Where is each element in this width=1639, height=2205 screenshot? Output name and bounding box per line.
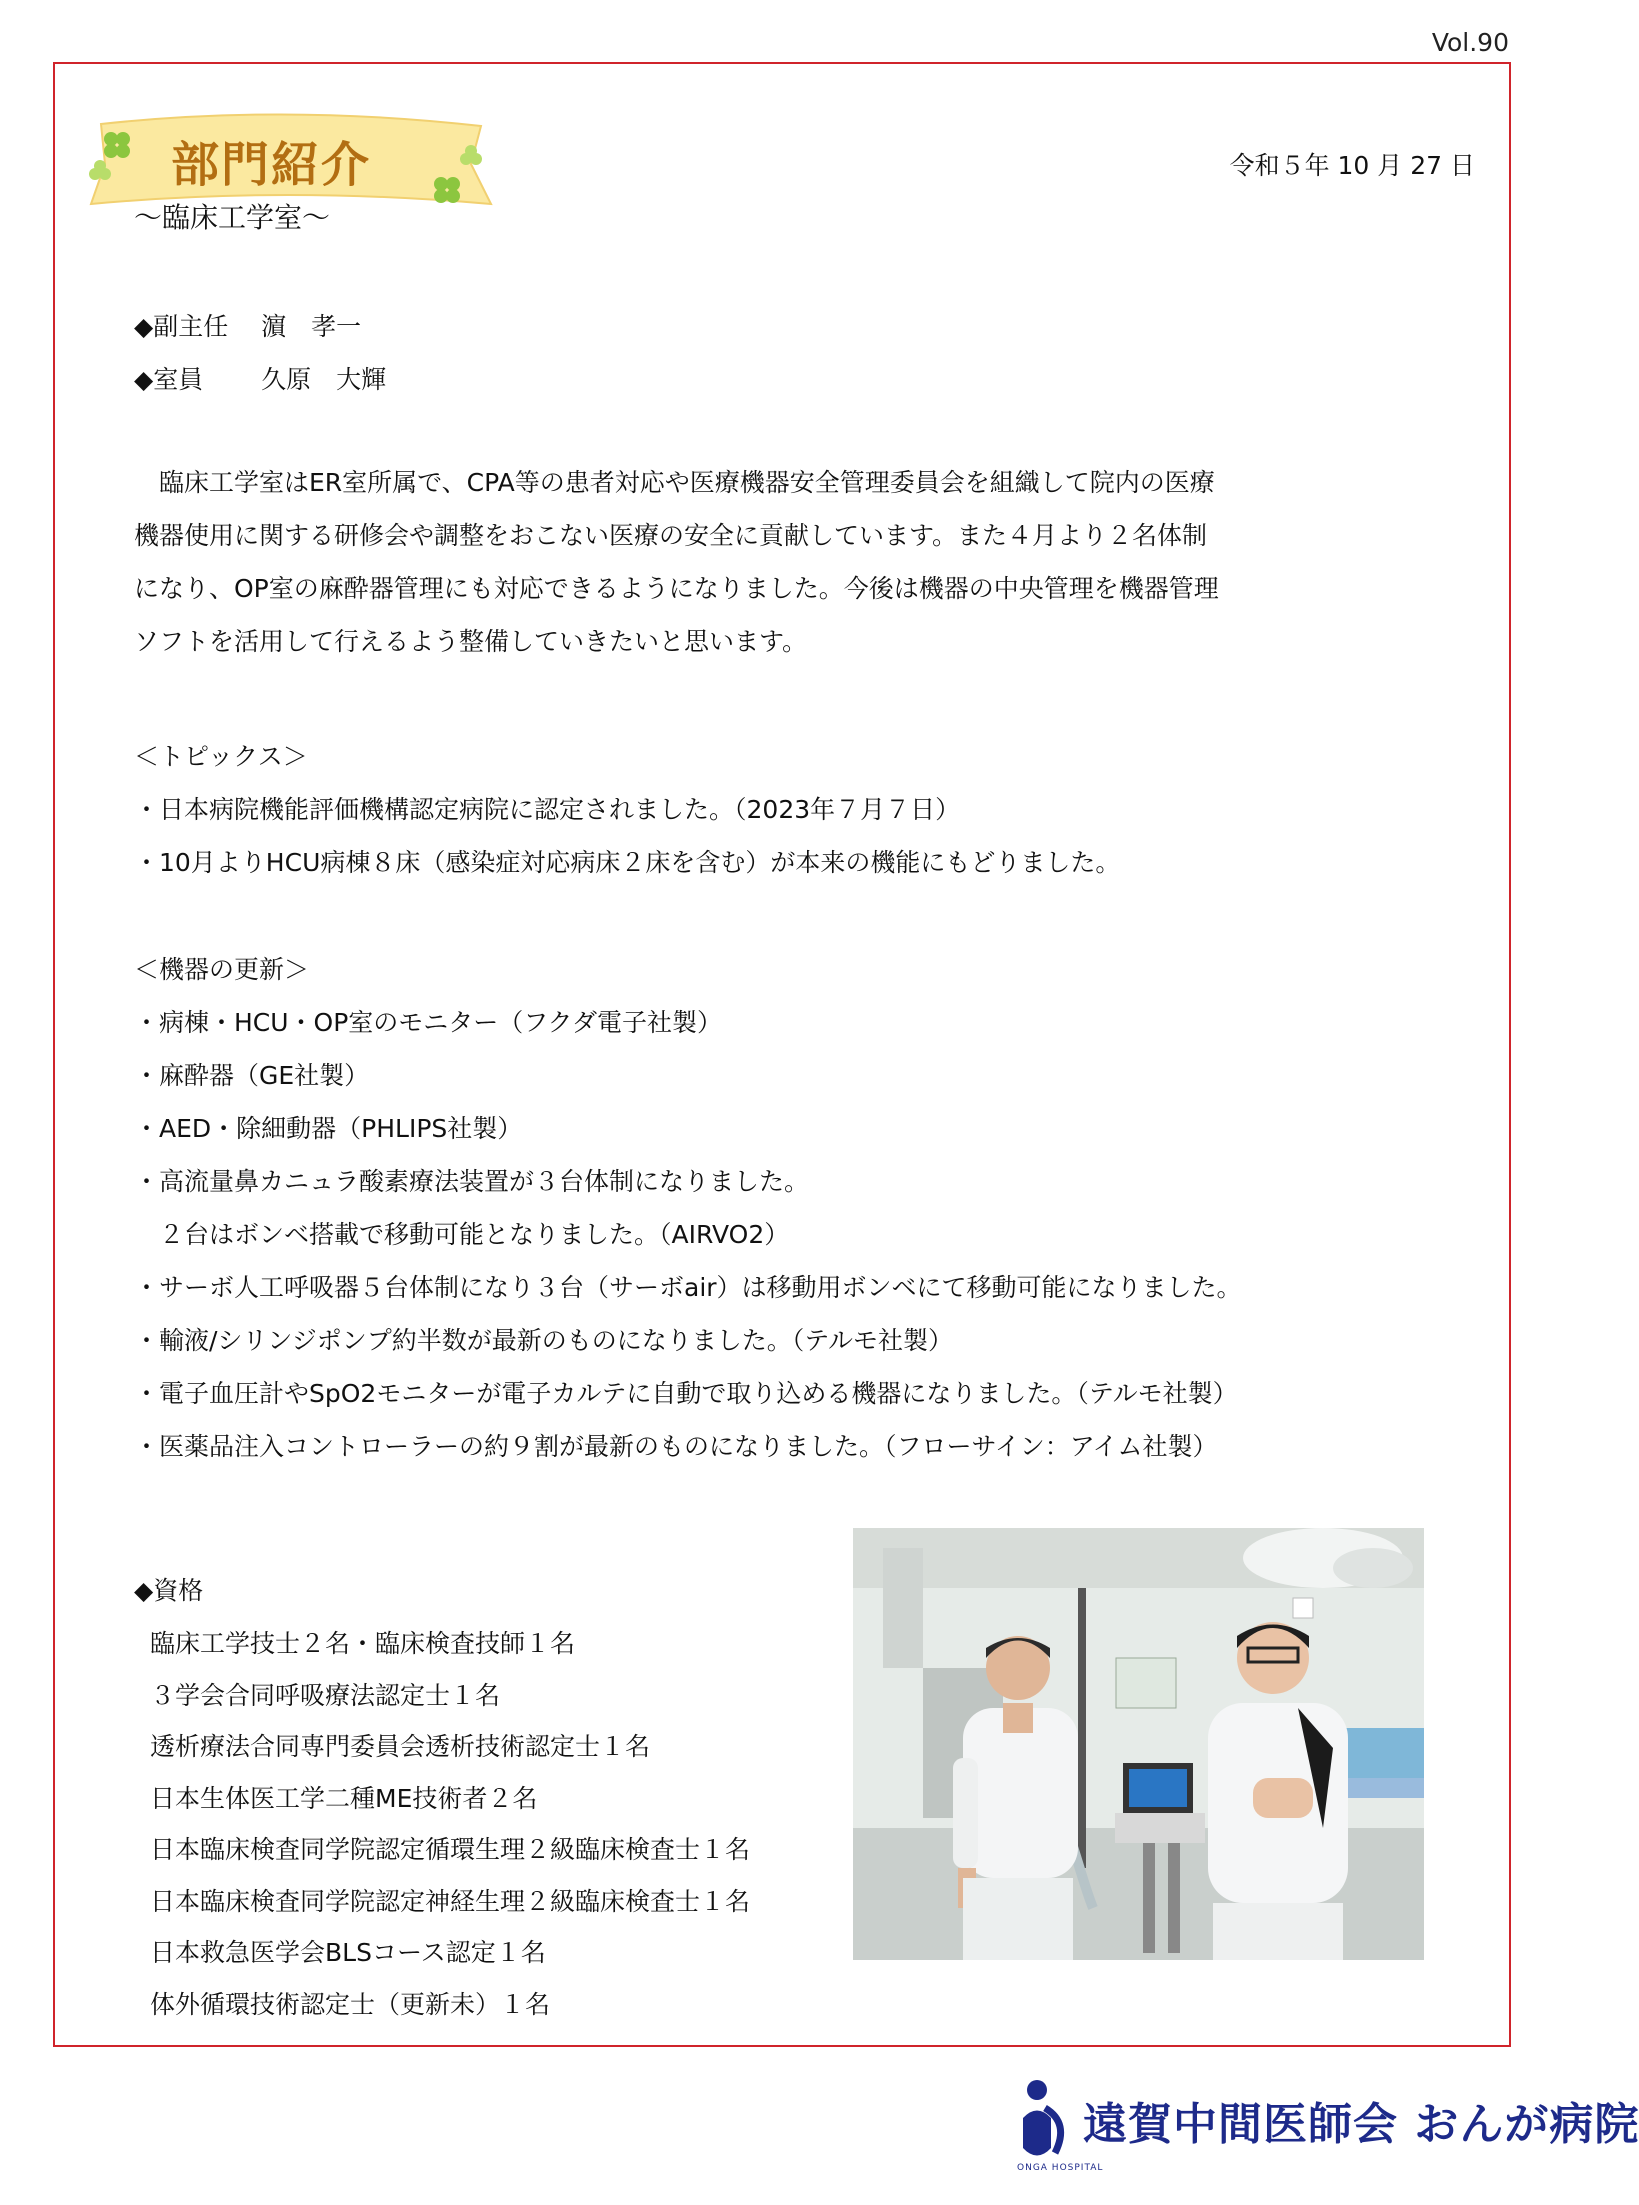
banner-title: 部門紹介	[171, 137, 372, 193]
section-title: ～臨床工学室～	[134, 201, 331, 234]
issue-date: 令和５年 10 月 27 日	[1229, 151, 1475, 180]
qualification-item: 日本臨床検査同学院認定循環生理２級臨床検査士１名	[150, 1835, 751, 1864]
equipment-item: ・麻酔器（GE社製）	[134, 1061, 370, 1090]
equipment-heading: ＜機器の更新＞	[134, 955, 310, 984]
equipment-section	[134, 943, 1242, 1473]
topic-item: ・日本病院機能評価機構認定病院に認定されました。（2023年７月７日）	[134, 795, 961, 824]
staff-row: ◆副主任 濵 孝一	[134, 312, 362, 341]
staff-list	[134, 300, 386, 406]
qualification-item: 臨床工学技士２名・臨床検査技師１名	[150, 1629, 576, 1658]
intro-line: 機器使用に関する研修会や調整をおこない医療の安全に貢献しています。また４月より２名体制	[134, 521, 1208, 550]
equipment-item: ・病棟・HCU・OP室のモニター（フクダ電子社製）	[134, 1008, 723, 1037]
topic-item: ・10月よりHCU病棟８床（感染症対応病床２床を含む）が本来の機能にもどりました。	[134, 848, 1121, 877]
hospital-emblem-icon	[1015, 2068, 1079, 2178]
equipment-item: ・AED・除細動器（PHLIPS社製）	[134, 1114, 523, 1143]
staff-row: ◆室員 久原 大輝	[134, 365, 387, 394]
intro-line: になり、OP室の麻酔器管理にも対応できるようになりました。今後は機器の中央管理を機器管理	[134, 574, 1219, 603]
qualifications-heading: ◆資格	[134, 1576, 204, 1605]
qualifications-list	[150, 1618, 750, 2030]
equipment-item: ２台はボンベ搭載で移動可能となりました。（AIRVO2）	[134, 1220, 790, 1249]
qualification-item: 日本臨床検査同学院認定神経生理２級臨床検査士１名	[150, 1886, 751, 1916]
qualification-item: 日本救急医学会BLSコース認定１名	[150, 1938, 546, 1967]
equipment-item: ・輸液/シリンジポンプ約半数が最新のものになりました。（テルモ社製）	[134, 1326, 954, 1355]
qualification-item: ３学会合同呼吸療法認定士１名	[150, 1680, 501, 1710]
equipment-item: ・高流量鼻カニュラ酸素療法装置が３台体制になりました。	[134, 1167, 810, 1196]
equipment-item: ・電子血圧計やSpO2モニターが電子カルテに自動で取り込める機器になりました。（テルモ社製）	[134, 1379, 1238, 1408]
qualification-item: 日本生体医工学二種ME技術者２名	[150, 1783, 538, 1813]
equipment-item: ・サーボ人工呼吸器５台体制になり３台（サーボair）は移動用ボンベにて移動可能になりました。	[134, 1273, 1242, 1302]
hospital-name: 遠賀中間医師会 おんが病院	[1083, 2099, 1639, 2150]
qualification-item: 透析療法合同専門委員会透析技術認定士１名	[150, 1732, 651, 1761]
equipment-item: ・医薬品注入コントローラーの約９割が最新のものになりました。（フローサイン：アイム社製）	[134, 1432, 1218, 1461]
intro-paragraph	[134, 456, 1404, 668]
intro-line: 臨床工学室はER室所属で、CPA等の患者対応や医療機器安全管理委員会を組織して院内の医療	[134, 468, 1215, 497]
hospital-logo	[1015, 2068, 1639, 2188]
topics-heading: ＜トピックス＞	[134, 742, 308, 771]
hospital-name-english: ONGA HOSPITAL	[1017, 2163, 1104, 2173]
staff-photo	[853, 1528, 1424, 1960]
topics-section	[134, 730, 1120, 889]
volume-label: Vol.90	[1431, 28, 1509, 57]
intro-line: ソフトを活用して行えるよう整備していきたいと思います。	[134, 627, 808, 656]
qualification-item: 体外循環技術認定士（更新未）１名	[150, 1989, 551, 2019]
